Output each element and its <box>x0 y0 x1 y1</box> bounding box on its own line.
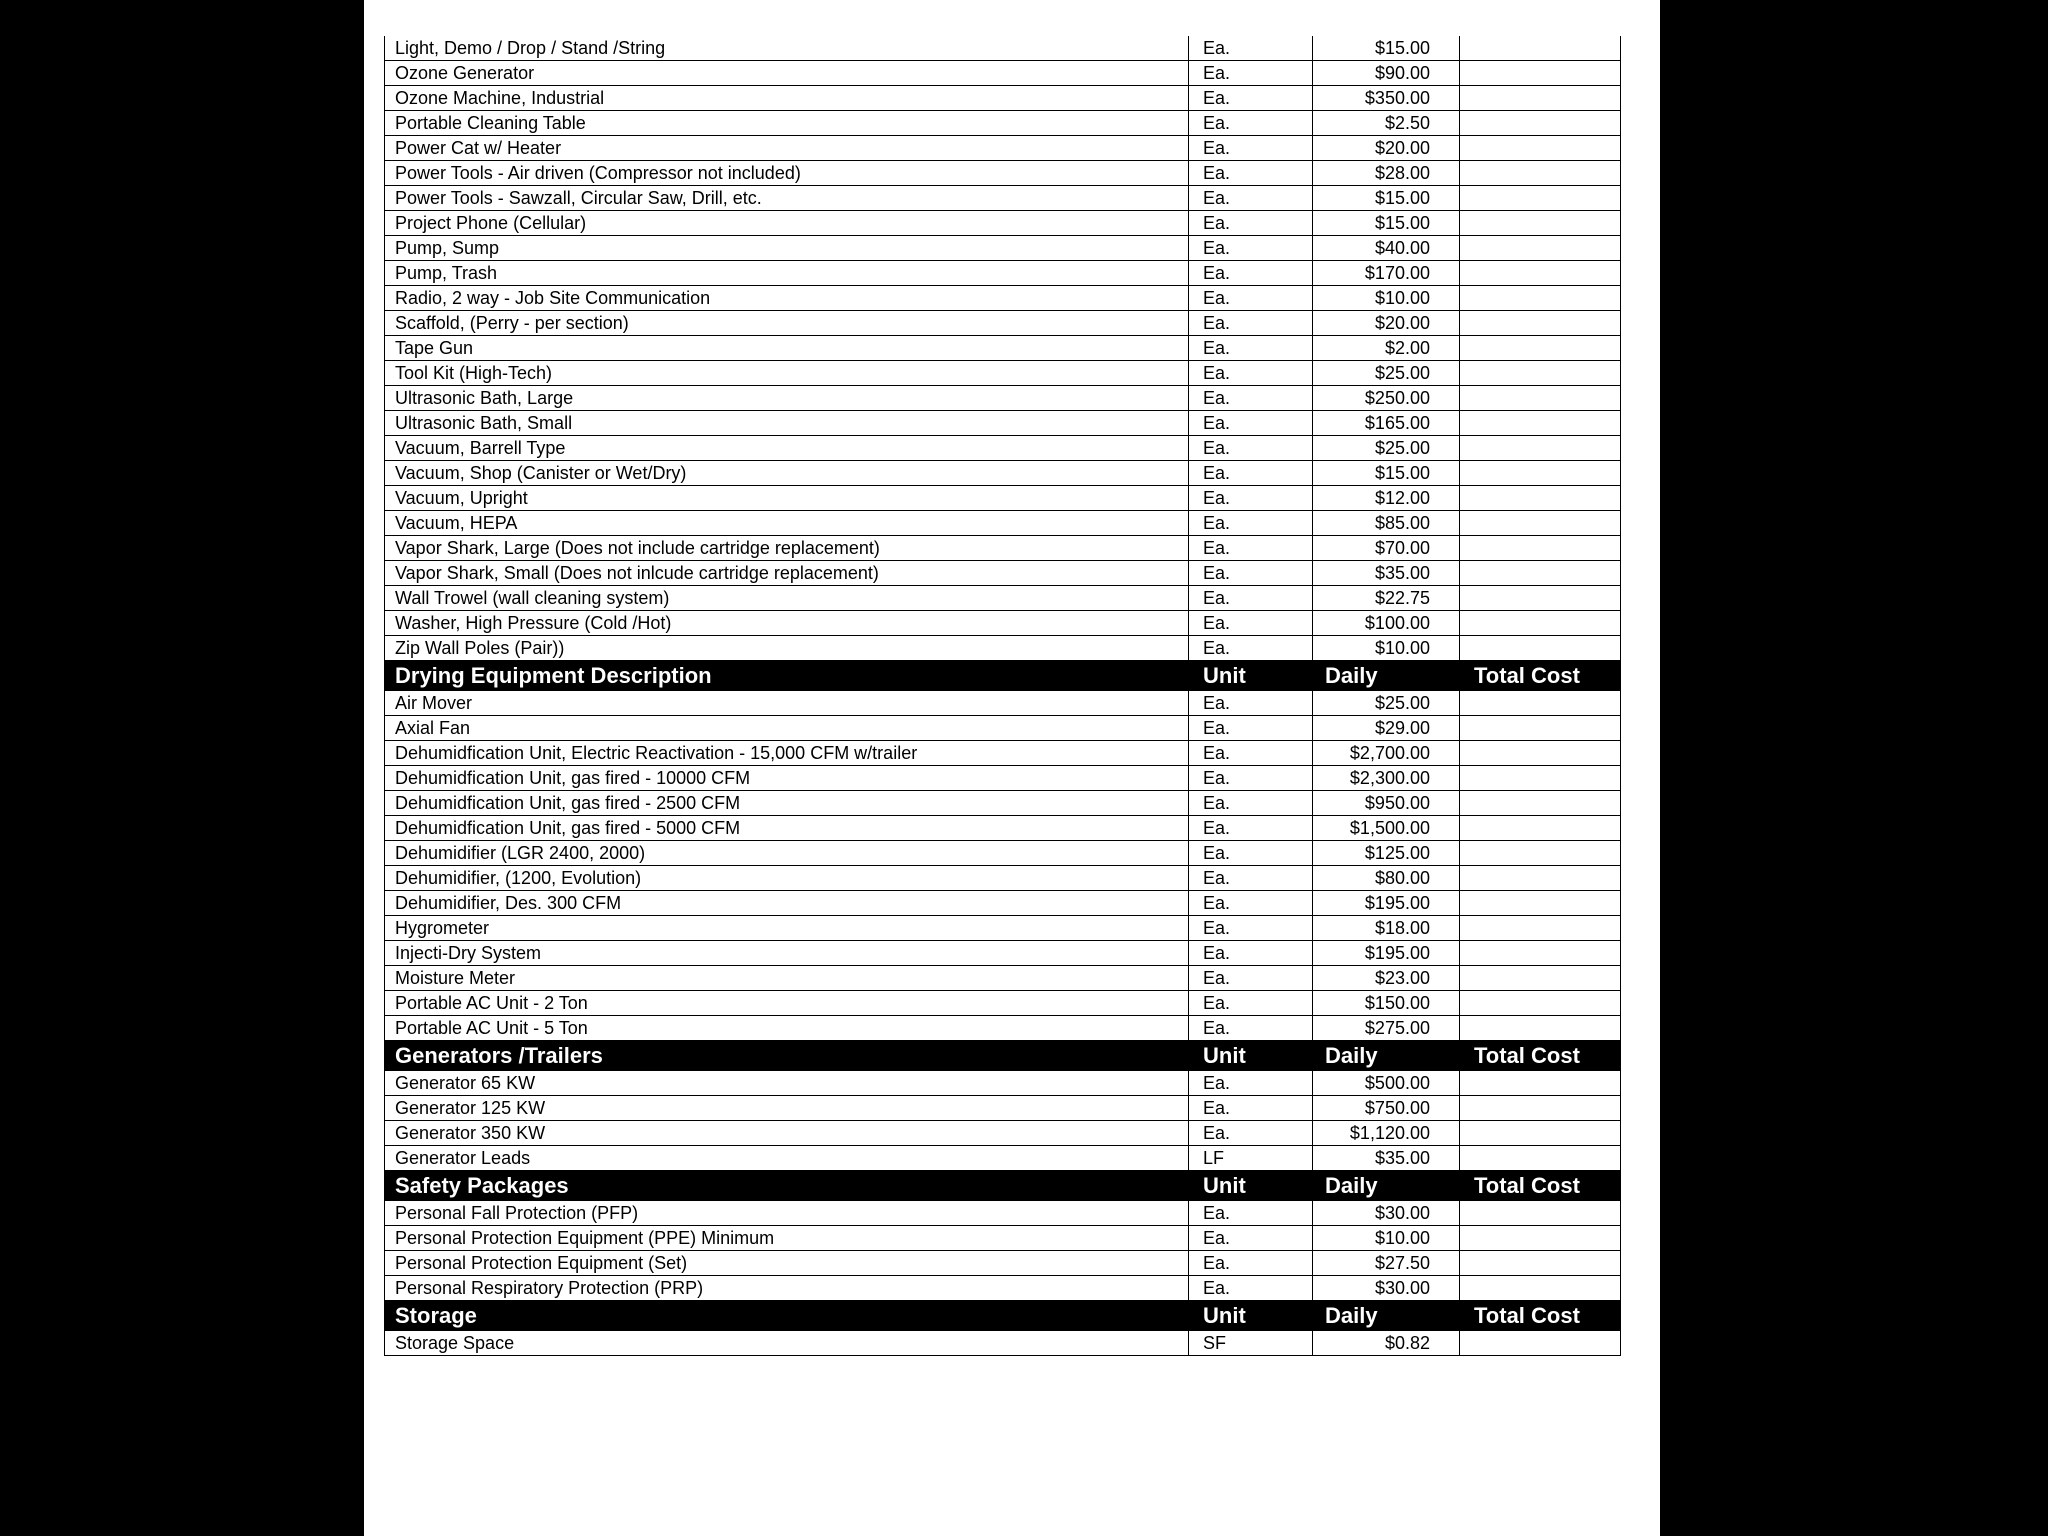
item-description: Vapor Shark, Large (Does not include cartridge replacement) <box>385 536 1189 561</box>
item-total-cost-cell <box>1460 941 1621 966</box>
item-daily-rate: $250.00 <box>1313 386 1460 411</box>
item-unit: Ea. <box>1189 1276 1313 1301</box>
item-total-cost-cell <box>1460 211 1621 236</box>
table-row <box>385 791 1621 816</box>
item-unit: Ea. <box>1189 1251 1313 1276</box>
item-daily-rate: $20.00 <box>1313 136 1460 161</box>
item-daily-rate: $2,300.00 <box>1313 766 1460 791</box>
item-unit: Ea. <box>1189 891 1313 916</box>
item-description: Air Mover <box>385 691 1189 716</box>
table-row <box>385 86 1621 111</box>
item-description: Ultrasonic Bath, Large <box>385 386 1189 411</box>
item-description: Storage Space <box>385 1331 1189 1356</box>
document-page <box>364 0 1660 1536</box>
item-daily-rate: $28.00 <box>1313 161 1460 186</box>
item-daily-rate: $35.00 <box>1313 561 1460 586</box>
table-row <box>385 461 1621 486</box>
item-unit: Ea. <box>1189 236 1313 261</box>
item-unit: Ea. <box>1189 436 1313 461</box>
section-header <box>385 1301 1621 1331</box>
item-total-cost-cell <box>1460 1226 1621 1251</box>
item-daily-rate: $750.00 <box>1313 1096 1460 1121</box>
item-total-cost-cell <box>1460 436 1621 461</box>
item-description: Ozone Machine, Industrial <box>385 86 1189 111</box>
table-row <box>385 311 1621 336</box>
table-row <box>385 286 1621 311</box>
table-row <box>385 536 1621 561</box>
item-daily-rate: $15.00 <box>1313 461 1460 486</box>
item-description: Pump, Sump <box>385 236 1189 261</box>
item-total-cost-cell <box>1460 286 1621 311</box>
item-daily-rate: $85.00 <box>1313 511 1460 536</box>
table-row <box>385 1276 1621 1301</box>
item-total-cost-cell <box>1460 86 1621 111</box>
table-row <box>385 1071 1621 1096</box>
item-unit: Ea. <box>1189 36 1313 61</box>
table-row <box>385 691 1621 716</box>
item-unit: Ea. <box>1189 361 1313 386</box>
item-unit: Ea. <box>1189 186 1313 211</box>
header-description: Safety Packages <box>385 1171 1189 1201</box>
item-daily-rate: $170.00 <box>1313 261 1460 286</box>
table-row <box>385 1121 1621 1146</box>
item-unit: Ea. <box>1189 261 1313 286</box>
item-description: Portable AC Unit - 2 Ton <box>385 991 1189 1016</box>
header-unit: Unit <box>1189 1041 1313 1071</box>
item-unit: Ea. <box>1189 586 1313 611</box>
item-description: Vacuum, Shop (Canister or Wet/Dry) <box>385 461 1189 486</box>
item-unit: Ea. <box>1189 916 1313 941</box>
table-row <box>385 211 1621 236</box>
item-total-cost-cell <box>1460 361 1621 386</box>
item-description: Vapor Shark, Small (Does not inlcude cartridge replacement) <box>385 561 1189 586</box>
table-row <box>385 741 1621 766</box>
table-row <box>385 136 1621 161</box>
item-unit: Ea. <box>1189 411 1313 436</box>
item-description: Tape Gun <box>385 336 1189 361</box>
item-description: Pump, Trash <box>385 261 1189 286</box>
item-daily-rate: $90.00 <box>1313 61 1460 86</box>
price-table <box>384 36 1621 1356</box>
item-description: Portable Cleaning Table <box>385 111 1189 136</box>
item-daily-rate: $15.00 <box>1313 36 1460 61</box>
table-row <box>385 111 1621 136</box>
item-total-cost-cell <box>1460 891 1621 916</box>
table-row <box>385 611 1621 636</box>
item-unit: LF <box>1189 1146 1313 1171</box>
item-total-cost-cell <box>1460 586 1621 611</box>
item-total-cost-cell <box>1460 1276 1621 1301</box>
item-description: Dehumidifier, Des. 300 CFM <box>385 891 1189 916</box>
table-row <box>385 186 1621 211</box>
section-header <box>385 661 1621 691</box>
header-description: Storage <box>385 1301 1189 1331</box>
table-row <box>385 1251 1621 1276</box>
item-unit: Ea. <box>1189 386 1313 411</box>
item-description: Personal Protection Equipment (Set) <box>385 1251 1189 1276</box>
item-daily-rate: $500.00 <box>1313 1071 1460 1096</box>
header-unit: Unit <box>1189 1301 1313 1331</box>
item-description: Power Tools - Air driven (Compressor not included) <box>385 161 1189 186</box>
item-description: Zip Wall Poles (Pair)) <box>385 636 1189 661</box>
table-row <box>385 486 1621 511</box>
item-daily-rate: $2,700.00 <box>1313 741 1460 766</box>
item-description: Washer, High Pressure (Cold /Hot) <box>385 611 1189 636</box>
item-description: Generator 125 KW <box>385 1096 1189 1121</box>
item-total-cost-cell <box>1460 636 1621 661</box>
header-daily: Daily <box>1313 1171 1460 1201</box>
item-daily-rate: $70.00 <box>1313 536 1460 561</box>
item-daily-rate: $2.00 <box>1313 336 1460 361</box>
item-total-cost-cell <box>1460 461 1621 486</box>
item-description: Generator 65 KW <box>385 1071 1189 1096</box>
item-daily-rate: $29.00 <box>1313 716 1460 741</box>
item-unit: Ea. <box>1189 991 1313 1016</box>
table-row <box>385 1226 1621 1251</box>
item-total-cost-cell <box>1460 486 1621 511</box>
item-total-cost-cell <box>1460 1121 1621 1146</box>
item-unit: Ea. <box>1189 1096 1313 1121</box>
item-unit: Ea. <box>1189 1121 1313 1146</box>
item-description: Vacuum, HEPA <box>385 511 1189 536</box>
item-unit: Ea. <box>1189 336 1313 361</box>
item-description: Dehumidfication Unit, gas fired - 10000 CFM <box>385 766 1189 791</box>
item-description: Vacuum, Barrell Type <box>385 436 1189 461</box>
item-unit: Ea. <box>1189 841 1313 866</box>
header-unit: Unit <box>1189 661 1313 691</box>
item-total-cost-cell <box>1460 1201 1621 1226</box>
item-daily-rate: $10.00 <box>1313 1226 1460 1251</box>
item-total-cost-cell <box>1460 261 1621 286</box>
item-description: Power Tools - Sawzall, Circular Saw, Drill, etc. <box>385 186 1189 211</box>
item-daily-rate: $195.00 <box>1313 941 1460 966</box>
item-unit: Ea. <box>1189 1226 1313 1251</box>
item-description: Dehumidfication Unit, gas fired - 5000 CFM <box>385 816 1189 841</box>
item-unit: Ea. <box>1189 486 1313 511</box>
item-description: Light, Demo / Drop / Stand /String <box>385 36 1189 61</box>
item-unit: Ea. <box>1189 1071 1313 1096</box>
table-row <box>385 436 1621 461</box>
item-description: Dehumidfication Unit, gas fired - 2500 CFM <box>385 791 1189 816</box>
item-daily-rate: $35.00 <box>1313 1146 1460 1171</box>
table-row <box>385 61 1621 86</box>
table-row <box>385 261 1621 286</box>
item-unit: Ea. <box>1189 816 1313 841</box>
table-row <box>385 891 1621 916</box>
item-unit: Ea. <box>1189 461 1313 486</box>
item-description: Radio, 2 way - Job Site Communication <box>385 286 1189 311</box>
item-total-cost-cell <box>1460 1071 1621 1096</box>
item-total-cost-cell <box>1460 1146 1621 1171</box>
item-unit: Ea. <box>1189 1201 1313 1226</box>
item-unit: Ea. <box>1189 286 1313 311</box>
item-daily-rate: $12.00 <box>1313 486 1460 511</box>
item-total-cost-cell <box>1460 611 1621 636</box>
item-total-cost-cell <box>1460 841 1621 866</box>
item-daily-rate: $0.82 <box>1313 1331 1460 1356</box>
item-unit: Ea. <box>1189 86 1313 111</box>
item-description: Dehumidifier, (1200, Evolution) <box>385 866 1189 891</box>
table-row <box>385 586 1621 611</box>
item-daily-rate: $15.00 <box>1313 211 1460 236</box>
table-row <box>385 636 1621 661</box>
item-daily-rate: $22.75 <box>1313 586 1460 611</box>
item-unit: Ea. <box>1189 161 1313 186</box>
item-total-cost-cell <box>1460 161 1621 186</box>
item-description: Ozone Generator <box>385 61 1189 86</box>
item-unit: Ea. <box>1189 61 1313 86</box>
item-total-cost-cell <box>1460 536 1621 561</box>
table-row <box>385 1016 1621 1041</box>
item-daily-rate: $30.00 <box>1313 1201 1460 1226</box>
table-row <box>385 336 1621 361</box>
table-row <box>385 411 1621 436</box>
item-unit: Ea. <box>1189 111 1313 136</box>
item-unit: Ea. <box>1189 716 1313 741</box>
item-total-cost-cell <box>1460 336 1621 361</box>
section-header <box>385 1171 1621 1201</box>
table-row <box>385 816 1621 841</box>
item-unit: Ea. <box>1189 136 1313 161</box>
header-unit: Unit <box>1189 1171 1313 1201</box>
item-daily-rate: $1,500.00 <box>1313 816 1460 841</box>
header-daily: Daily <box>1313 1041 1460 1071</box>
table-row <box>385 766 1621 791</box>
item-daily-rate: $20.00 <box>1313 311 1460 336</box>
table-row <box>385 841 1621 866</box>
table-row <box>385 1201 1621 1226</box>
item-total-cost-cell <box>1460 716 1621 741</box>
table-row <box>385 386 1621 411</box>
table-row <box>385 36 1621 61</box>
item-unit: Ea. <box>1189 866 1313 891</box>
item-unit: Ea. <box>1189 741 1313 766</box>
item-description: Generator Leads <box>385 1146 1189 1171</box>
item-daily-rate: $165.00 <box>1313 411 1460 436</box>
item-daily-rate: $10.00 <box>1313 286 1460 311</box>
item-description: Injecti-Dry System <box>385 941 1189 966</box>
item-description: Project Phone (Cellular) <box>385 211 1189 236</box>
header-description: Drying Equipment Description <box>385 661 1189 691</box>
table-row <box>385 561 1621 586</box>
item-daily-rate: $80.00 <box>1313 866 1460 891</box>
header-daily: Daily <box>1313 1301 1460 1331</box>
item-total-cost-cell <box>1460 136 1621 161</box>
item-daily-rate: $25.00 <box>1313 691 1460 716</box>
header-total-cost: Total Cost <box>1460 661 1621 691</box>
item-daily-rate: $195.00 <box>1313 891 1460 916</box>
item-total-cost-cell <box>1460 411 1621 436</box>
item-daily-rate: $125.00 <box>1313 841 1460 866</box>
item-daily-rate: $10.00 <box>1313 636 1460 661</box>
item-unit: Ea. <box>1189 791 1313 816</box>
item-daily-rate: $40.00 <box>1313 236 1460 261</box>
item-total-cost-cell <box>1460 1331 1621 1356</box>
item-unit: SF <box>1189 1331 1313 1356</box>
item-unit: Ea. <box>1189 536 1313 561</box>
header-total-cost: Total Cost <box>1460 1301 1621 1331</box>
item-total-cost-cell <box>1460 236 1621 261</box>
header-total-cost: Total Cost <box>1460 1171 1621 1201</box>
item-description: Personal Fall Protection (PFP) <box>385 1201 1189 1226</box>
item-daily-rate: $100.00 <box>1313 611 1460 636</box>
item-total-cost-cell <box>1460 61 1621 86</box>
table-row <box>385 716 1621 741</box>
table-row <box>385 966 1621 991</box>
table-row <box>385 361 1621 386</box>
item-total-cost-cell <box>1460 511 1621 536</box>
item-description: Personal Protection Equipment (PPE) Minimum <box>385 1226 1189 1251</box>
item-description: Axial Fan <box>385 716 1189 741</box>
item-description: Moisture Meter <box>385 966 1189 991</box>
item-daily-rate: $18.00 <box>1313 916 1460 941</box>
item-daily-rate: $150.00 <box>1313 991 1460 1016</box>
table-row <box>385 1331 1621 1356</box>
item-unit: Ea. <box>1189 1016 1313 1041</box>
table-row <box>385 1096 1621 1121</box>
item-total-cost-cell <box>1460 1016 1621 1041</box>
item-unit: Ea. <box>1189 561 1313 586</box>
item-total-cost-cell <box>1460 866 1621 891</box>
item-description: Personal Respiratory Protection (PRP) <box>385 1276 1189 1301</box>
item-unit: Ea. <box>1189 691 1313 716</box>
table-row <box>385 916 1621 941</box>
table-row <box>385 991 1621 1016</box>
item-unit: Ea. <box>1189 941 1313 966</box>
item-unit: Ea. <box>1189 211 1313 236</box>
item-description: Dehumidfication Unit, Electric Reactivation - 15,000 CFM w/trailer <box>385 741 1189 766</box>
item-description: Dehumidifier (LGR 2400, 2000) <box>385 841 1189 866</box>
item-description: Portable AC Unit - 5 Ton <box>385 1016 1189 1041</box>
item-total-cost-cell <box>1460 111 1621 136</box>
item-unit: Ea. <box>1189 636 1313 661</box>
item-unit: Ea. <box>1189 511 1313 536</box>
item-total-cost-cell <box>1460 186 1621 211</box>
item-unit: Ea. <box>1189 311 1313 336</box>
item-description: Hygrometer <box>385 916 1189 941</box>
table-row <box>385 1146 1621 1171</box>
item-description: Ultrasonic Bath, Small <box>385 411 1189 436</box>
item-total-cost-cell <box>1460 791 1621 816</box>
item-total-cost-cell <box>1460 1251 1621 1276</box>
item-total-cost-cell <box>1460 691 1621 716</box>
item-daily-rate: $350.00 <box>1313 86 1460 111</box>
item-unit: Ea. <box>1189 766 1313 791</box>
item-daily-rate: $2.50 <box>1313 111 1460 136</box>
item-description: Tool Kit (High-Tech) <box>385 361 1189 386</box>
item-daily-rate: $1,120.00 <box>1313 1121 1460 1146</box>
item-daily-rate: $30.00 <box>1313 1276 1460 1301</box>
item-description: Scaffold, (Perry - per section) <box>385 311 1189 336</box>
price-table-body <box>385 36 1621 1356</box>
item-total-cost-cell <box>1460 966 1621 991</box>
item-daily-rate: $23.00 <box>1313 966 1460 991</box>
item-total-cost-cell <box>1460 386 1621 411</box>
item-description: Wall Trowel (wall cleaning system) <box>385 586 1189 611</box>
item-total-cost-cell <box>1460 741 1621 766</box>
item-total-cost-cell <box>1460 991 1621 1016</box>
item-total-cost-cell <box>1460 916 1621 941</box>
header-daily: Daily <box>1313 661 1460 691</box>
item-total-cost-cell <box>1460 561 1621 586</box>
item-unit: Ea. <box>1189 611 1313 636</box>
item-total-cost-cell <box>1460 816 1621 841</box>
item-daily-rate: $25.00 <box>1313 436 1460 461</box>
item-unit: Ea. <box>1189 966 1313 991</box>
item-total-cost-cell <box>1460 36 1621 61</box>
header-description: Generators /Trailers <box>385 1041 1189 1071</box>
item-daily-rate: $275.00 <box>1313 1016 1460 1041</box>
table-row <box>385 236 1621 261</box>
item-total-cost-cell <box>1460 311 1621 336</box>
item-description: Generator 350 KW <box>385 1121 1189 1146</box>
section-header <box>385 1041 1621 1071</box>
item-total-cost-cell <box>1460 766 1621 791</box>
item-description: Power Cat w/ Heater <box>385 136 1189 161</box>
table-row <box>385 866 1621 891</box>
item-daily-rate: $15.00 <box>1313 186 1460 211</box>
item-description: Vacuum, Upright <box>385 486 1189 511</box>
table-row <box>385 511 1621 536</box>
table-row <box>385 161 1621 186</box>
item-daily-rate: $25.00 <box>1313 361 1460 386</box>
table-row <box>385 941 1621 966</box>
item-daily-rate: $27.50 <box>1313 1251 1460 1276</box>
item-daily-rate: $950.00 <box>1313 791 1460 816</box>
item-total-cost-cell <box>1460 1096 1621 1121</box>
header-total-cost: Total Cost <box>1460 1041 1621 1071</box>
